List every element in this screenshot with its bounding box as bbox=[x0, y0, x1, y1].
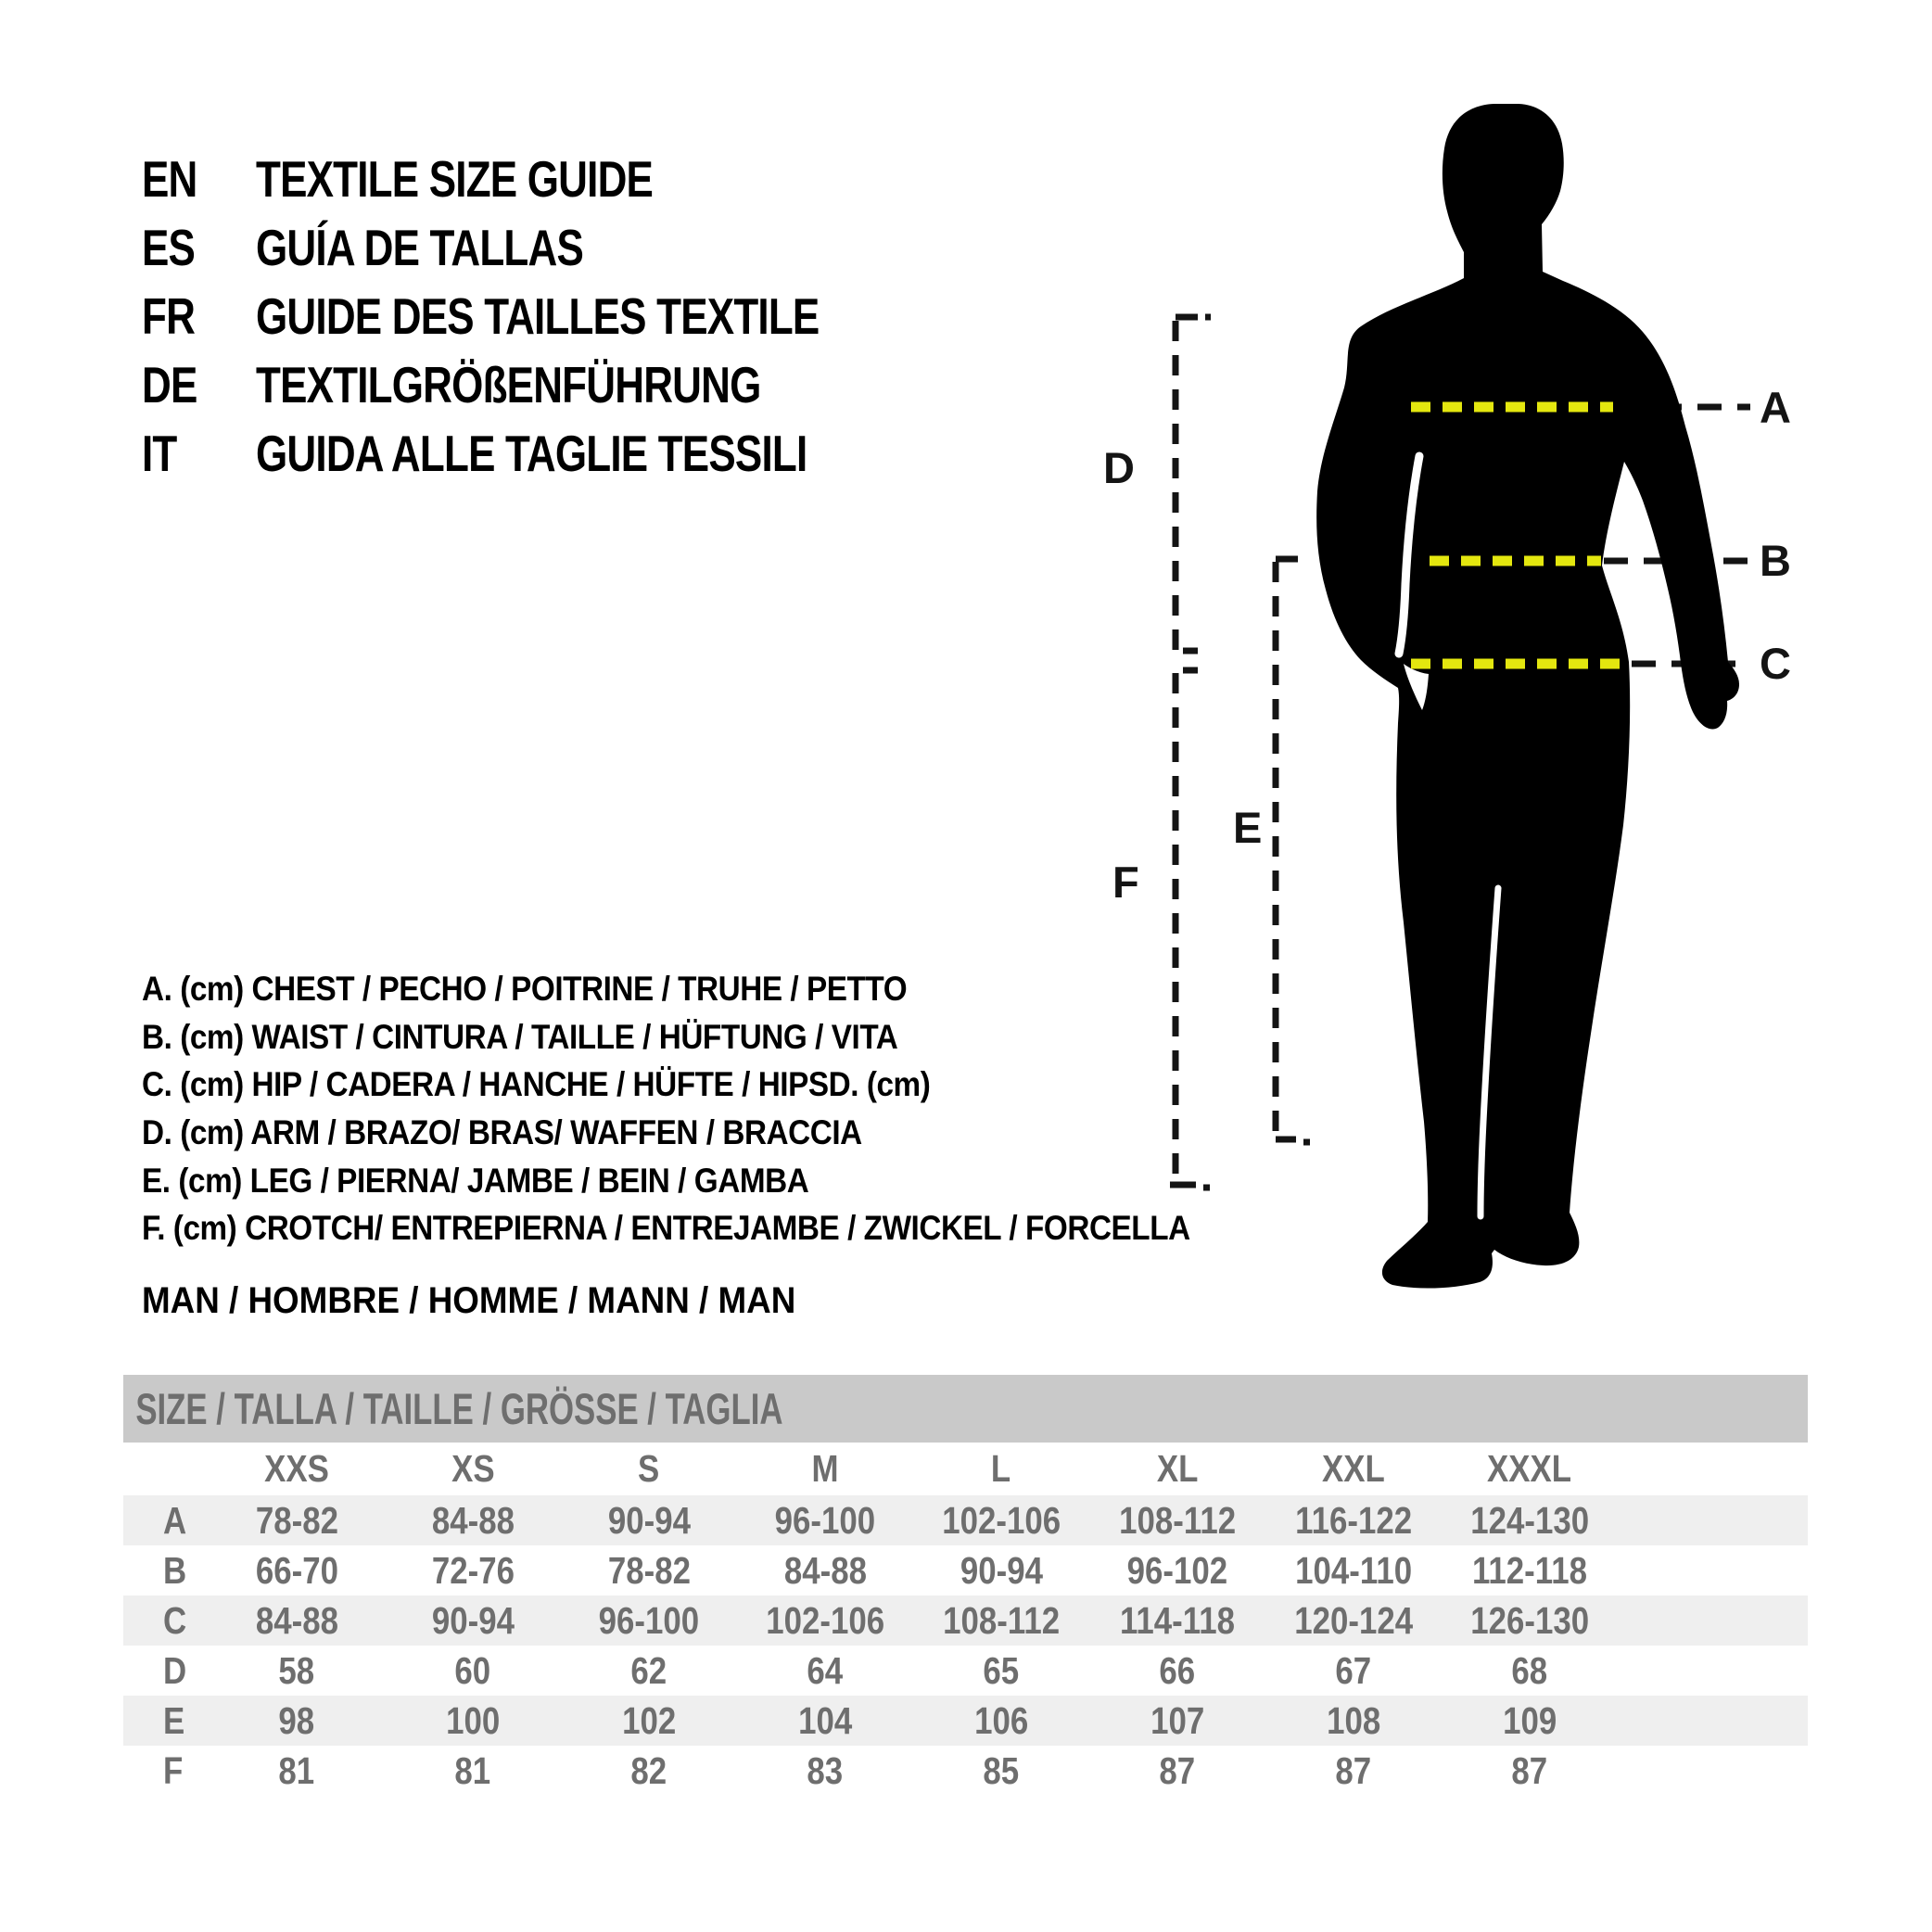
row-filler bbox=[1618, 1696, 1808, 1746]
table-row-waist bbox=[123, 1545, 1808, 1595]
col-header-l: L bbox=[991, 1447, 1011, 1490]
man-silhouette bbox=[1316, 104, 1739, 1289]
table-cell: 108-112 bbox=[1119, 1498, 1236, 1542]
table-cell: 68 bbox=[1511, 1648, 1548, 1692]
table-cell: 66 bbox=[1159, 1648, 1196, 1692]
measurement-line-leg: E. (cm) LEG / PIERNA/ JAMBE / BEIN / GAMBA bbox=[142, 1162, 809, 1200]
table-cell: 104-110 bbox=[1295, 1548, 1412, 1592]
table-cell: 98 bbox=[278, 1698, 315, 1742]
table-cell: 90-94 bbox=[960, 1548, 1043, 1592]
measurement-line-hip: C. (cm) HIP / CADERA / HANCHE / HÜFTE / HIPSD. (cm) bbox=[142, 1065, 931, 1103]
table-row-arm bbox=[123, 1646, 1808, 1696]
table-cell: 114-118 bbox=[1119, 1598, 1236, 1642]
table-cell: 87 bbox=[1159, 1748, 1196, 1792]
table-cell: 108-112 bbox=[943, 1598, 1060, 1642]
table-cell: 66-70 bbox=[255, 1548, 338, 1592]
table-cell: 102-106 bbox=[766, 1598, 884, 1642]
table-cell: 84-88 bbox=[783, 1548, 867, 1592]
table-cell: 84-88 bbox=[255, 1598, 338, 1642]
label-leg: E bbox=[1233, 803, 1263, 852]
col-header-m: M bbox=[811, 1447, 839, 1490]
lang-code: EN bbox=[142, 150, 197, 208]
lang-title: GUÍA DE TALLAS bbox=[256, 219, 584, 276]
table-cell: 60 bbox=[454, 1648, 491, 1692]
table-cell: 87 bbox=[1335, 1748, 1372, 1792]
lang-code: ES bbox=[142, 219, 196, 276]
table-cell: 78-82 bbox=[607, 1548, 691, 1592]
row-filler bbox=[1618, 1595, 1808, 1646]
row-label: F bbox=[163, 1748, 184, 1792]
table-cell: 67 bbox=[1335, 1648, 1372, 1692]
crotch-measure-tick-bottom bbox=[1170, 1185, 1210, 1188]
header-filler bbox=[1618, 1443, 1808, 1495]
header-spacer bbox=[123, 1443, 209, 1495]
row-label: C bbox=[163, 1598, 187, 1642]
label-chest: A bbox=[1760, 383, 1791, 432]
col-header-s: S bbox=[638, 1447, 660, 1490]
table-cell: 65 bbox=[983, 1648, 1020, 1692]
table-cell: 64 bbox=[807, 1648, 844, 1692]
size-table-header-row bbox=[123, 1443, 1808, 1495]
table-cell: 108 bbox=[1326, 1698, 1381, 1742]
table-cell: 81 bbox=[278, 1748, 315, 1792]
table-cell: 84-88 bbox=[431, 1498, 515, 1542]
table-cell: 87 bbox=[1511, 1748, 1548, 1792]
row-filler bbox=[1618, 1495, 1808, 1545]
table-cell: 90-94 bbox=[431, 1598, 515, 1642]
table-row-crotch bbox=[123, 1746, 1808, 1796]
col-header-xxxl: XXXL bbox=[1487, 1447, 1572, 1490]
table-cell: 85 bbox=[983, 1748, 1020, 1792]
label-arm: D bbox=[1103, 443, 1135, 492]
size-table-title-band bbox=[123, 1375, 1808, 1443]
label-crotch: F bbox=[1112, 858, 1139, 907]
col-header-xxl: XXL bbox=[1322, 1447, 1385, 1490]
table-cell: 109 bbox=[1502, 1698, 1557, 1742]
leg-measure-tick-bottom bbox=[1276, 1139, 1310, 1142]
label-hip: C bbox=[1760, 639, 1791, 688]
measurement-line-crotch: F. (cm) CROTCH/ ENTREPIERNA / ENTREJAMBE / ZWICKEL / FORCELLA bbox=[142, 1209, 1190, 1247]
lang-title: TEXTILGRÖßENFÜHRUNG bbox=[256, 356, 761, 413]
table-cell: 96-100 bbox=[774, 1498, 876, 1542]
table-cell: 81 bbox=[454, 1748, 491, 1792]
table-cell: 107 bbox=[1150, 1698, 1205, 1742]
audience-line: MAN / HOMBRE / HOMME / MANN / MAN bbox=[142, 1280, 796, 1321]
table-cell: 96-102 bbox=[1126, 1548, 1228, 1592]
row-filler bbox=[1618, 1646, 1808, 1696]
table-cell: 58 bbox=[278, 1648, 315, 1692]
lang-code: DE bbox=[142, 356, 197, 413]
lang-title: GUIDE DES TAILLES TEXTILE bbox=[256, 287, 820, 345]
size-table-title: SIZE / TALLA / TAILLE / GRÖSSE / TAGLIA bbox=[135, 1384, 783, 1433]
table-cell: 112-118 bbox=[1471, 1548, 1588, 1592]
table-cell: 116-122 bbox=[1295, 1498, 1412, 1542]
table-cell: 72-76 bbox=[431, 1548, 515, 1592]
table-row-leg bbox=[123, 1696, 1808, 1746]
measurement-line-arm: D. (cm) ARM / BRAZO/ BRAS/ WAFFEN / BRACCIA bbox=[142, 1113, 862, 1151]
size-table bbox=[123, 1443, 1808, 1796]
row-filler bbox=[1618, 1545, 1808, 1595]
lang-code: FR bbox=[142, 287, 196, 345]
row-label: D bbox=[163, 1648, 187, 1692]
table-cell: 120-124 bbox=[1294, 1598, 1413, 1642]
col-header-xxs: XXS bbox=[264, 1447, 329, 1490]
row-label: A bbox=[163, 1498, 187, 1542]
table-cell: 124-130 bbox=[1470, 1498, 1589, 1542]
row-label: E bbox=[163, 1698, 185, 1742]
table-cell: 106 bbox=[973, 1698, 1029, 1742]
table-cell: 62 bbox=[630, 1648, 667, 1692]
lang-title: TEXTILE SIZE GUIDE bbox=[256, 150, 654, 208]
table-cell: 83 bbox=[807, 1748, 844, 1792]
row-label: B bbox=[163, 1548, 187, 1592]
lang-code: IT bbox=[142, 425, 177, 482]
col-header-xs: XS bbox=[451, 1447, 495, 1490]
table-cell: 100 bbox=[445, 1698, 501, 1742]
table-cell: 102-106 bbox=[942, 1498, 1061, 1542]
lang-title: GUIDA ALLE TAGLIE TESSILI bbox=[256, 425, 807, 482]
measurement-line-waist: B. (cm) WAIST / CINTURA / TAILLE / HÜFTUNG / VITA bbox=[142, 1018, 898, 1056]
col-header-xl: XL bbox=[1156, 1447, 1199, 1490]
table-cell: 104 bbox=[797, 1698, 853, 1742]
table-cell: 96-100 bbox=[598, 1598, 700, 1642]
table-cell: 78-82 bbox=[255, 1498, 338, 1542]
table-cell: 102 bbox=[621, 1698, 677, 1742]
table-row-chest bbox=[123, 1495, 1808, 1545]
table-cell: 126-130 bbox=[1470, 1598, 1589, 1642]
label-waist: B bbox=[1760, 536, 1791, 585]
table-row-hip bbox=[123, 1595, 1808, 1646]
measurement-line-chest: A. (cm) CHEST / PECHO / POITRINE / TRUHE / PETTO bbox=[142, 970, 908, 1008]
table-cell: 82 bbox=[630, 1748, 667, 1792]
row-filler bbox=[1618, 1746, 1808, 1796]
table-cell: 90-94 bbox=[607, 1498, 691, 1542]
